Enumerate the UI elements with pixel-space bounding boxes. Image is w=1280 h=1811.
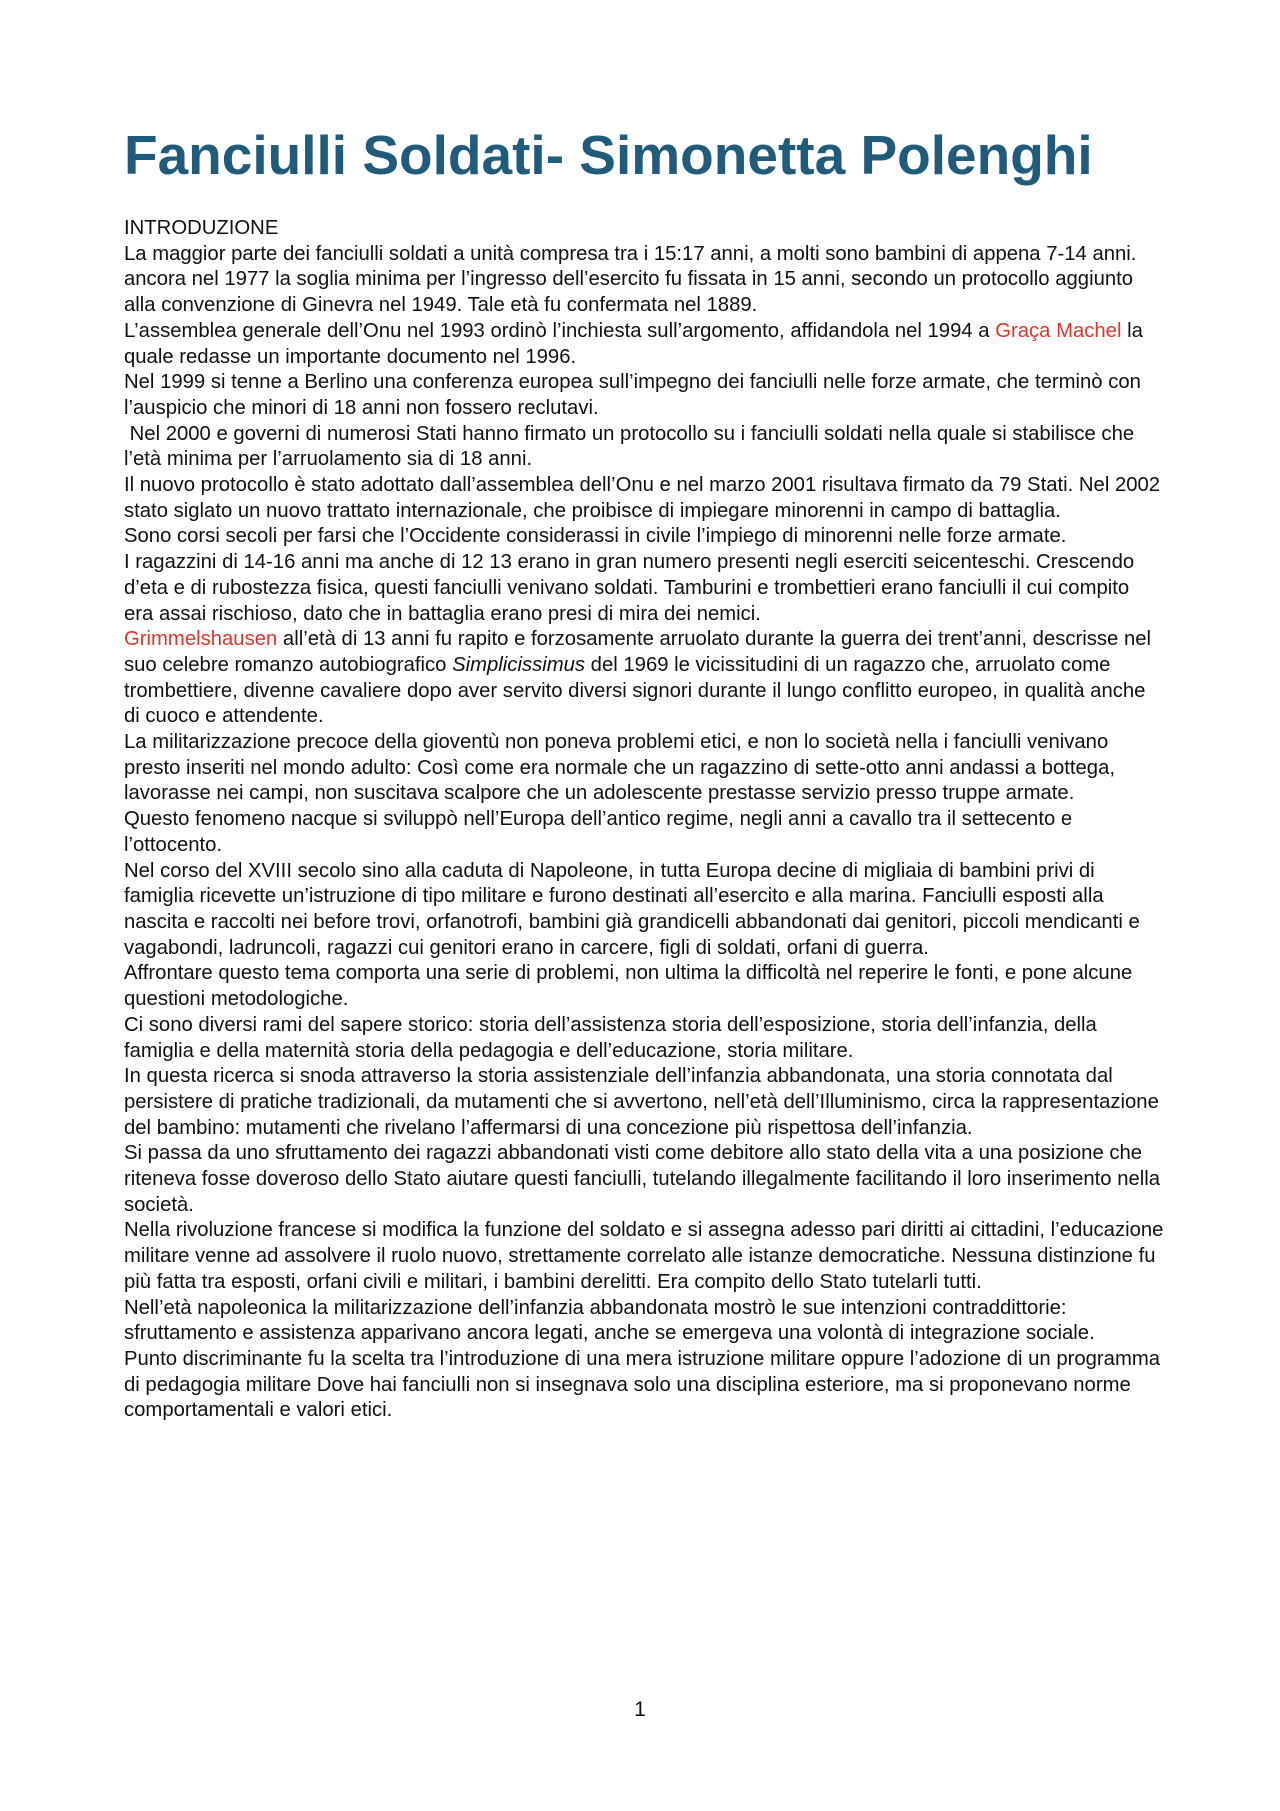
paragraph: Ci sono diversi rami del sapere storico: storia dell’assistenza storia dell’esposizione, storia dell’infanzia, della famiglia e della maternità storia della pedagogia e dell’educazione, storia militare. (124, 1013, 1097, 1062)
paragraph: Punto discriminante fu la scelta tra l’introduzione di una mera istruzione militare oppure l’adozione di un programma di pedagogia militare Dove hai fanciulli non si insegnava solo una disciplina esteriore, ma si proponevano norme comportamentali e valori etici. (124, 1347, 1161, 1422)
paragraph-text: del 1969 le vicissitudini di un ragazzo che, arruolato come trombettiere, divenne cavaliere dopo aver servito diversi signori durante il lungo conflitto europeo, in qualità anche di cuoco e attendente. (124, 653, 1146, 728)
paragraph: Nella rivoluzione francese si modifica la funzione del soldato e si assegna adesso pari diritti ai cittadini, l’educazione militare venne ad assolvere il ruolo nuovo, strettamente correlato alle istanze democratiche. Nessuna distinzione fu più fatta tra esposti, orfani civili e militari, i bambini derelitti. Era compito dello Stato tutelarli tutti. (124, 1219, 1164, 1293)
paragraph-text: all’età di 13 anni fu rapito e forzosamente arruolato durante la guerra dei trent’anni, descrisse nel suo celebre romanzo autobiografico (124, 628, 1152, 676)
paragraph (124, 627, 1164, 730)
paragraph: ancora nel 1977 la soglia minima per l’ingresso dell’esercito fu fissata in 15 anni, secondo un protocollo aggiunto alla convenzione di Ginevra nel 1949. Tale età fu confermata nel 1889. (124, 268, 1134, 317)
paragraph: Il nuovo protocollo è stato adottato dall’assemblea dell’Onu e nel marzo 2001 risultava firmato da 79 Stati. Nel 2002 stato siglato un nuovo trattato internazionale, che proibisce di impiegare minorenni in campo di battaglia. (124, 474, 1161, 522)
paragraph: Nel 1999 si tenne a Berlino una conferenza europea sull’impegno dei fanciulli nelle forze armate, che terminò con l’auspicio che minori di 18 anni non fossero reclutavi. (124, 371, 1141, 419)
paragraph: I ragazzini di 14-16 anni ma anche di 12 13 erano in gran numero presenti negli eserciti seicenteschi. Crescendo d’eta e di rubostezza fisica, questi fanciulli venivano soldati. Tamburini e trombettieri erano fanciulli il cui compito era assai rischioso, dato che in battaglia erano presi di mira dei nemici. (124, 551, 1135, 625)
paragraph: Affrontare questo tema comporta una serie di problemi, non ultima la difficoltà nel reperire le fonti, e pone alcune questioni metodologiche. (124, 962, 1133, 1011)
paragraph: Nel 2000 e governi di numerosi Stati hanno firmato un protocollo su i fanciulli soldati nella quale si stabilisce che l’età minima per l’arruolamento sia di 18 anni. (124, 422, 1140, 471)
highlighted-name: Grimmelshausen (124, 628, 278, 651)
paragraph: Questo fenomeno nacque si sviluppò nell’Europa dell’antico regime, negli anni a cavallo tra il settecento e l’ottocento. (124, 808, 1073, 856)
paragraph: Sono corsi secoli per farsi che l’Occidente considerassi in civile l’impiego di minorenni nelle forze armate. (124, 525, 1067, 548)
highlighted-name: Graça Machel (995, 319, 1122, 342)
paragraph: Si passa da uno sfruttamento dei ragazzi abbandonati visti come debitore allo stato della vita a una posizione che riteneva fosse doveroso dello Stato aiutare questi fanciulli, tutelando illegalmente facilitando il loro inserimento nella società. (124, 1142, 1161, 1216)
paragraph-text: la quale redasse un importante documento nel 1996. (124, 319, 1143, 368)
paragraph: In questa ricerca si snoda attraverso la storia assistenziale dell’infanzia abbandonata, una storia connotata dal persistere di pratiche tradizionali, da mutamenti che si avvertono, nell’età dell’Illuminismo, circa la rappresentazione del bambino: mutamenti che rivelano l’affermarsi di una concezione più rispettosa dell’infanzia. (124, 1065, 1159, 1139)
paragraph (124, 319, 1164, 370)
paragraph: La maggior parte dei fanciulli soldati a unità compresa tra i 15:17 anni, a molti sono bambini di appena 7-14 anni. (124, 242, 1137, 265)
paragraph: Nell’età napoleonica la militarizzazione dell’infanzia abbandonata mostrò le sue intenzioni contraddittorie: sfruttamento e assistenza apparivano ancora legati, anche se emergeva una volontà di integrazione sociale. (124, 1296, 1095, 1345)
document-title: Fanciulli Soldati- Simonetta Polenghi (124, 124, 1093, 186)
paragraph-text: L’assemblea generale dell’Onu nel 1993 ordinò l’inchiesta sull’argomento, affidandola nel 1994 a (124, 319, 996, 342)
document-body (124, 216, 1164, 1424)
paragraph: La militarizzazione precoce della gioventù non poneva problemi etici, e non lo società nella i fanciulli venivano presto inseriti nel mondo adulto: Così come era normale che un ragazzino di sette-otto anni andassi a bottega, lavorasse nei campi, non suscitava scalpore che un adolescente prestasse servizio presso truppe armate. (124, 731, 1115, 805)
page-number: 1 (634, 1698, 646, 1721)
paragraph: Nel corso del XVIII secolo sino alla caduta di Napoleone, in tutta Europa decine di migliaia di bambini privi di famiglia ricevette un’istruzione di tipo militare e furono destinati all’esercito e alla marina. Fanciulli esposti alla nascita e raccolti nei before trovi, orfanotrofi, bambini già grandicelli abbandonati dai genitori, piccoli mendicanti e vagabondi, ladruncoli, ragazzi cui genitori erano in carcere, figli di soldati, orfani di guerra. (124, 859, 1140, 959)
book-title: Simplicissimus (452, 653, 586, 676)
section-heading: INTRODUZIONE (124, 217, 279, 239)
